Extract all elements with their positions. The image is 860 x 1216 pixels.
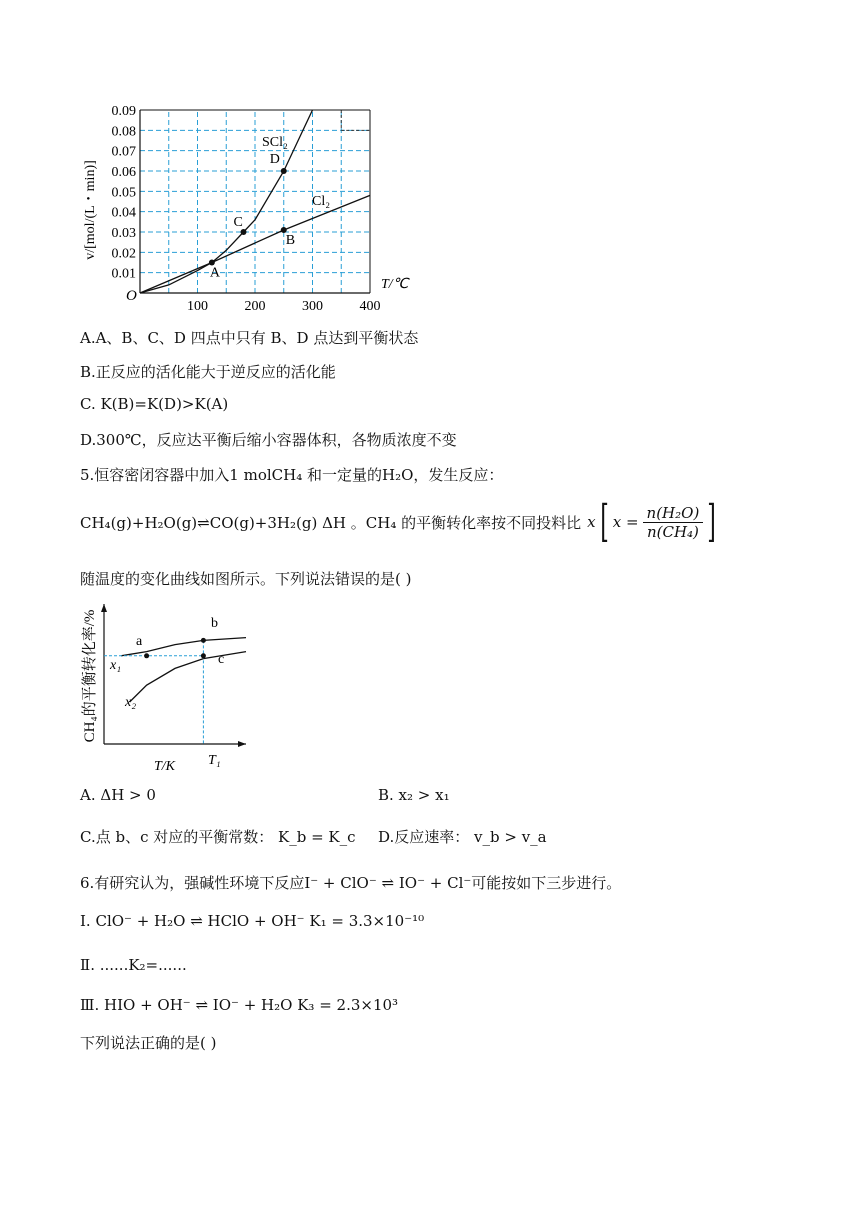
- data-point-label-c: C: [233, 215, 243, 230]
- y-axis-arrow-icon: [101, 604, 107, 612]
- fig1-origin: O: [126, 288, 137, 304]
- data-point-label-d: D: [269, 152, 280, 167]
- q6-step-1: Ⅰ. ClO⁻ + H₂O ⇌ HClO + OH⁻ K₁ = 3.3×10⁻¹⁰: [80, 912, 425, 930]
- y-tick-label: 0.01: [111, 266, 136, 282]
- fig2-ylabel: CH₄的平衡转化率/%: [82, 609, 98, 743]
- y-tick-label: 0.06: [111, 165, 136, 180]
- x-tick-label: 100: [187, 299, 208, 312]
- q4-option-a[interactable]: A.A、B、C、D 四点中只有 B、D 点达到平衡状态: [80, 329, 419, 347]
- data-point-b: [201, 638, 206, 643]
- fig2-t1-label: T₁: [208, 753, 221, 768]
- q4-option-d[interactable]: D.300℃，反应达平衡后缩小容器体积，各物质浓度不变: [80, 431, 457, 449]
- y-tick-label: 0.03: [111, 226, 136, 241]
- q5-stem: 5.恒容密闭容器中加入1 molCH₄ 和一定量的H₂O，发生反应：: [80, 466, 504, 484]
- q5-option-b[interactable]: B. x₂ > x₁: [378, 786, 450, 804]
- x-axis-arrow-icon: [238, 741, 246, 747]
- fig1-curve-scl2-label: SCl₂: [262, 135, 288, 150]
- x-tick-label: 300: [302, 299, 323, 312]
- fig2-point-b-label: b: [211, 616, 218, 631]
- q5-option-d[interactable]: D.反应速率： v_b > v_a: [378, 828, 547, 846]
- fig2-point-a-label: a: [136, 634, 143, 649]
- q4-option-b[interactable]: B.正反应的活化能大于逆反应的活化能: [80, 363, 336, 381]
- data-point-c: [201, 653, 206, 658]
- q5-option-a[interactable]: A. ΔH > 0: [80, 786, 156, 804]
- q6-step-3: Ⅲ. HIO + OH⁻ ⇌ IO⁻ + H₂O K₃ = 2.3×10³: [80, 996, 399, 1014]
- left-bracket-icon: [: [599, 496, 609, 547]
- fig1-xlabel: T/℃: [381, 277, 409, 292]
- y-tick-label: 0.07: [111, 144, 136, 160]
- q5-option-c[interactable]: C.点 b、c 对应的平衡常数： K_b = K_c: [80, 828, 356, 846]
- fig1-curve-cl2-label: Cl₂: [312, 194, 331, 209]
- series-line-x2: [130, 652, 246, 702]
- y-tick-label: 0.05: [111, 185, 136, 201]
- q5-equation: CH₄(g)+H₂O(g)⇌CO(g)+3H₂(g) ΔH 。CH₄ 的平衡转化率按不同投料比: [80, 513, 582, 532]
- data-point-label-b: B: [285, 232, 296, 248]
- q5-x-eq: x =: [612, 513, 639, 531]
- fig2-x2-label: x₂: [125, 695, 137, 710]
- q5-stem2: 随温度的变化曲线如图所示。下列说法错误的是( ): [80, 570, 412, 588]
- y-tick-label: 0.08: [111, 124, 136, 140]
- x-tick-label: 400: [359, 299, 381, 312]
- figure-rate-vs-temperature: [78, 100, 418, 312]
- q6-stem: 6.有研究认为，强碱性环境下反应I⁻ + ClO⁻ ⇌ IO⁻ + Cl⁻可能按如下三步进行。: [80, 874, 622, 892]
- data-point-label-a: A: [209, 265, 220, 281]
- q6-step-2: Ⅱ. ......K₂=......: [80, 956, 187, 974]
- fig2-x1-label: x₁: [110, 658, 122, 673]
- q6-ask: 下列说法正确的是( ): [80, 1034, 217, 1052]
- data-point-a: [144, 653, 149, 658]
- q4-option-c[interactable]: C. K(B)=K(D)>K(A): [80, 395, 229, 413]
- q5-frac-num: n(H₂O): [643, 504, 704, 523]
- q5-frac-den: n(CH₄): [646, 522, 699, 541]
- right-bracket-icon: ]: [707, 496, 717, 547]
- y-tick-label: 0.09: [111, 104, 136, 119]
- q5-fraction: [643, 504, 704, 541]
- fig2-xlabel: T/K: [154, 759, 176, 772]
- q5-equation-row: [80, 496, 720, 547]
- y-tick-label: 0.02: [111, 246, 136, 262]
- data-point-d: [281, 168, 287, 174]
- fig2-point-c-label: c: [218, 652, 225, 667]
- x-tick-label: 200: [244, 299, 266, 312]
- q5-x-var: x: [587, 513, 596, 531]
- figure-conversion-vs-temperature: [78, 596, 263, 772]
- fig1-ylabel: v/[mol/(L・min)]: [83, 160, 98, 260]
- y-tick-label: 0.04: [111, 205, 136, 221]
